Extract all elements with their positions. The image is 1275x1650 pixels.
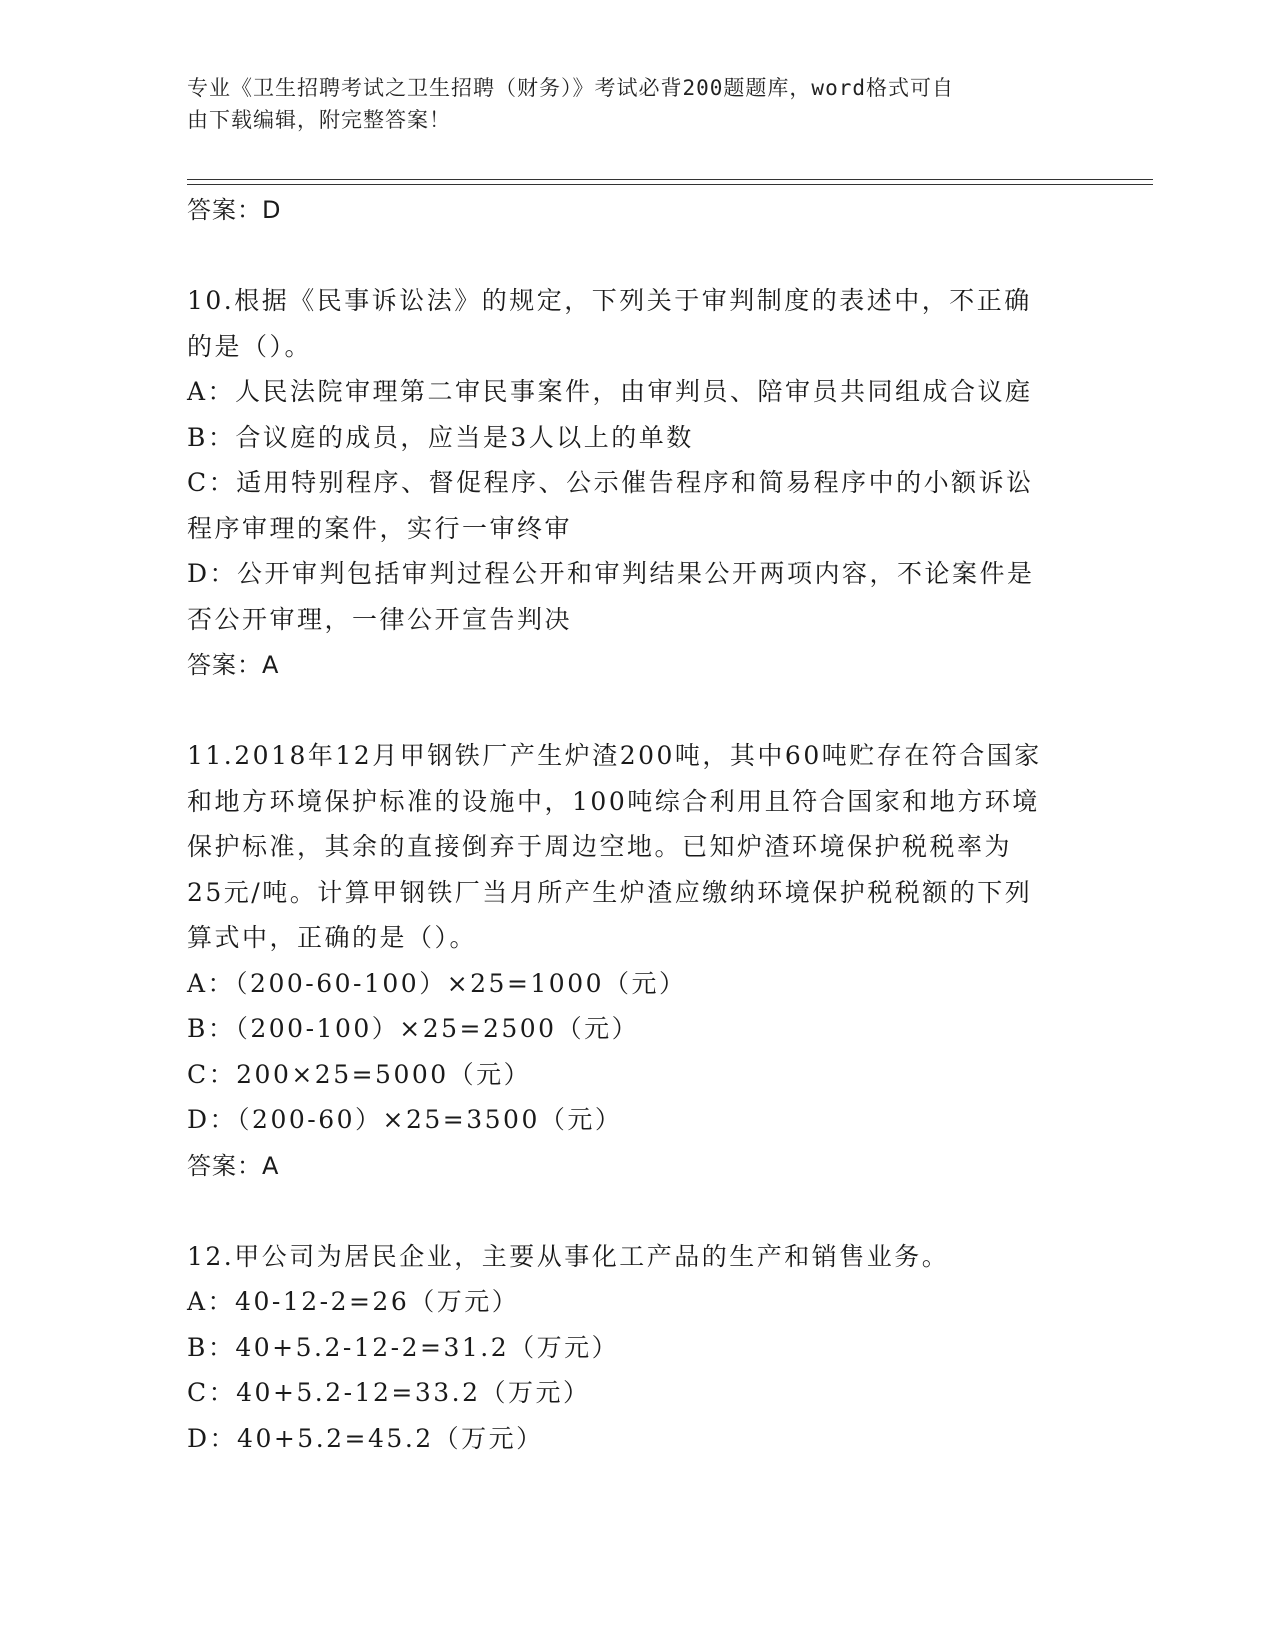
previous-answer: 答案：D: [187, 196, 282, 224]
document-header: [187, 72, 1067, 136]
question-10: [187, 278, 1087, 688]
option-c: C：40+5.2-12=33.2（万元）: [187, 1378, 591, 1407]
option-c-cont: 程序审理的案件，实行一审终审: [187, 513, 573, 543]
option-d: D：40+5.2=45.2（万元）: [187, 1423, 544, 1453]
spacer: [187, 233, 1087, 278]
option-d-cont: 否公开审理，一律公开宣告判决: [187, 604, 573, 634]
question-12: [187, 1234, 1087, 1462]
option-d: D：公开审判包括审判过程公开和审判结果公开两项内容，不论案件是: [187, 559, 1035, 588]
spacer: [187, 688, 1087, 733]
question-11: [187, 733, 1087, 1189]
answer: 答案：A: [187, 1151, 280, 1180]
option-a: A：人民法院审理第二审民事案件，由审判员、陪审员共同组成合议庭: [187, 377, 1033, 406]
option-c: C：200×25=5000（元）: [187, 1059, 532, 1089]
option-a: A：40-12-2=26（万元）: [187, 1287, 520, 1316]
option-b: B：40+5.2-12-2=31.2（万元）: [187, 1332, 620, 1362]
question-stem-line: 的是（）。: [187, 331, 313, 361]
header-divider-top: [187, 179, 1153, 180]
question-stem-line: 12.甲公司为居民企业，主要从事化工产品的生产和销售业务。: [187, 1241, 950, 1271]
question-stem-line: 保护标准，其余的直接倒弃于周边空地。已知炉渣环境保护税税率为: [187, 832, 1013, 861]
option-c: C：适用特别程序、督促程序、公示催告程序和简易程序中的小额诉讼: [187, 468, 1034, 497]
question-list: [187, 187, 1087, 1461]
question-stem-line: 11.2018年12月甲钢铁厂产生炉渣200吨，其中60吨贮存在符合国家: [187, 741, 1042, 770]
option-d: D：（200-60）×25=3500（元）: [187, 1105, 623, 1134]
option-b: B：（200-100）×25=2500（元）: [187, 1014, 640, 1043]
option-a: A：（200-60-100）×25=1000（元）: [187, 968, 687, 998]
header-line-1: 专业《卫生招聘考试之卫生招聘（财务）》考试必背200题题库，word格式可自: [187, 76, 954, 100]
spacer: [187, 1189, 1087, 1234]
header-divider-bottom: [187, 184, 1153, 185]
header-line-2: 由下载编辑，附完整答案！: [187, 108, 451, 132]
option-b: B：合议庭的成员，应当是3人以上的单数: [187, 422, 694, 452]
question-stem-line: 算式中，正确的是（）。: [187, 923, 478, 952]
question-stem-line: 10.根据《民事诉讼法》的规定，下列关于审判制度的表述中，不正确: [187, 286, 1032, 315]
question-stem-line: 和地方环境保护标准的设施中，100吨综合利用且符合国家和地方环境: [187, 786, 1040, 816]
answer: 答案：A: [187, 651, 280, 679]
question-stem-line: 25元/吨。计算甲钢铁厂当月所产生炉渣应缴纳环境保护税税额的下列: [187, 877, 1033, 907]
